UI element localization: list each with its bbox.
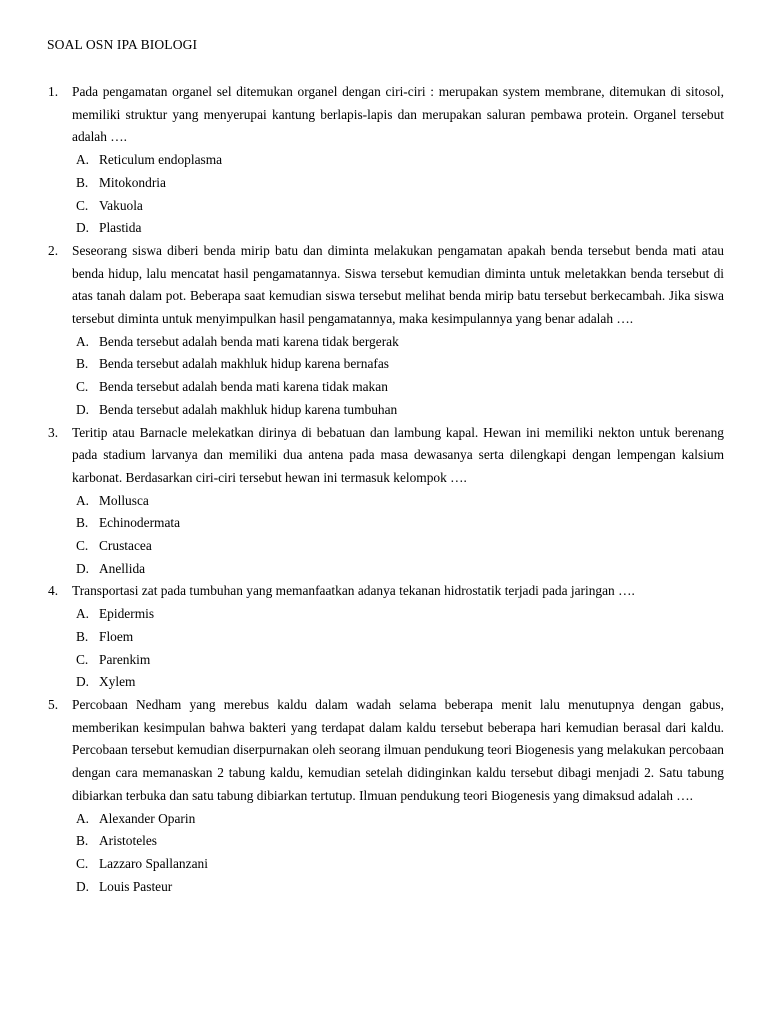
option-a bbox=[72, 331, 724, 354]
option-text: Benda tersebut adalah benda mati karena tidak makan bbox=[99, 379, 388, 395]
option-text: Alexander Oparin bbox=[99, 810, 196, 826]
option-a bbox=[72, 490, 724, 513]
option-c bbox=[72, 195, 724, 218]
question-text: Pada pengamatan organel sel ditemukan organel dengan ciri-ciri : merupakan system membrane, ditemukan di sitosol, memiliki struktur yang menyerupai kantung berlapis-lapis dan merupakan saluran pembawa protein. Organel tersebut adalah …. bbox=[72, 84, 724, 145]
question-text: Transportasi zat pada tumbuhan yang memanfaatkan adanya tekanan hidrostatik terjadi pada jaringan …. bbox=[72, 583, 635, 599]
option-letter: C. bbox=[76, 651, 89, 667]
option-letter: D. bbox=[76, 674, 90, 690]
option-letter: D. bbox=[76, 560, 90, 576]
question-text: Teritip atau Barnacle melekatkan dirinya di bebatuan dan lambung kapal. Hewan ini memiliki nekton untuk berenang pada stadium larvanya dan memiliki dua antena pada masa dewasanya serta dilengkapi dengan lempengan kalsium karbonat. Berdasarkan ciri-ciri tersebut hewan ini termasuk kelompok …. bbox=[72, 424, 724, 485]
document-title: SOAL OSN IPA BIOLOGI bbox=[47, 37, 198, 52]
option-letter: B. bbox=[76, 515, 89, 531]
option-letter: A. bbox=[76, 492, 90, 508]
question-text: Percobaan Nedham yang merebus kaldu dalam wadah selama beberapa menit lalu menutupnya dengan gabus, memberikan kesimpulan bahwa bakteri yang terdapat dalam kaldu tersebut beberapa hari kemudian berasal dari kaldu. Percobaan tersebut kemudian diserpurnakan oleh seorang ilmuan pendukung teori Biogenesis yang melakukan percobaan dengan cara memanaskan 2 tabung kaldu, kemudian setelah didinginkan kaldu tersebut dibagi menjadi 2. Satu tabung dibiarkan terbuka dan satu tabung dibiarkan tertutup. Ilmuan pendukung teori Biogenesis yang dimaksud adalah …. bbox=[72, 696, 724, 803]
option-letter: D. bbox=[76, 878, 90, 894]
question-1 bbox=[0, 81, 724, 240]
option-b bbox=[72, 626, 724, 649]
option-list bbox=[72, 149, 724, 240]
option-letter: A. bbox=[76, 333, 90, 349]
option-letter: B. bbox=[76, 356, 89, 372]
option-list bbox=[72, 808, 724, 899]
option-letter: C. bbox=[76, 855, 89, 871]
option-text: Benda tersebut adalah benda mati karena tidak bergerak bbox=[99, 333, 399, 349]
option-text: Benda tersebut adalah makhluk hidup karena tumbuhan bbox=[99, 401, 398, 417]
option-letter: C. bbox=[76, 197, 89, 213]
option-letter: D. bbox=[76, 401, 90, 417]
question-number: 3. bbox=[48, 424, 59, 440]
option-text: Mitokondria bbox=[99, 174, 166, 190]
option-letter: A. bbox=[76, 810, 90, 826]
option-letter: C. bbox=[76, 379, 89, 395]
question-text: Seseorang siswa diberi benda mirip batu dan diminta melakukan pengamatan apakah benda tersebut benda mati atau benda hidup, lalu mencatat hasil pengamatannya. Siswa tersebut kemudian diminta untuk meletakkan benda tersebut di atas tanah dalam pot. Beberapa saat kemudian siswa tersebut melihat benda mirip batu tersebut berkecambah. Jika siswa tersebut diminta untuk menyimpulkan hasil pengamatannya, maka kesimpulannya yang benar adalah …. bbox=[72, 242, 724, 327]
option-text: Benda tersebut adalah makhluk hidup karena bernafas bbox=[99, 356, 390, 372]
option-letter: A. bbox=[76, 606, 90, 622]
option-d bbox=[72, 399, 724, 422]
option-text: Mollusca bbox=[99, 492, 149, 508]
option-b bbox=[72, 830, 724, 853]
option-a bbox=[72, 603, 724, 626]
option-text: Anellida bbox=[99, 560, 146, 576]
question-4 bbox=[0, 580, 724, 694]
option-list bbox=[72, 490, 724, 581]
question-list bbox=[0, 81, 768, 898]
question-5 bbox=[0, 694, 724, 898]
question-number: 5. bbox=[48, 696, 59, 712]
option-text: Xylem bbox=[99, 674, 136, 690]
option-text: Echinodermata bbox=[99, 515, 181, 531]
option-d bbox=[72, 876, 724, 899]
option-letter: A. bbox=[76, 152, 90, 168]
option-text: Reticulum endoplasma bbox=[99, 152, 223, 168]
option-text: Parenkim bbox=[99, 651, 151, 667]
option-text: Floem bbox=[99, 628, 134, 644]
question-number: 2. bbox=[48, 242, 59, 258]
option-text: Louis Pasteur bbox=[99, 878, 173, 894]
option-c bbox=[72, 853, 724, 876]
option-text: Epidermis bbox=[99, 606, 155, 622]
option-d bbox=[72, 217, 724, 240]
question-2 bbox=[0, 240, 724, 422]
option-b bbox=[72, 172, 724, 195]
option-text: Lazzaro Spallanzani bbox=[99, 855, 208, 871]
option-b bbox=[72, 353, 724, 376]
option-d bbox=[72, 558, 724, 581]
option-c bbox=[72, 535, 724, 558]
question-3 bbox=[0, 422, 724, 581]
option-d bbox=[72, 671, 724, 694]
option-list bbox=[72, 603, 724, 694]
option-letter: B. bbox=[76, 628, 89, 644]
question-number: 1. bbox=[48, 84, 59, 99]
option-list bbox=[72, 331, 724, 422]
option-text: Aristoteles bbox=[99, 833, 158, 849]
option-text: Plastida bbox=[99, 220, 142, 236]
option-c bbox=[72, 649, 724, 672]
option-letter: B. bbox=[76, 174, 89, 190]
option-letter: C. bbox=[76, 538, 89, 554]
option-text: Crustacea bbox=[99, 538, 152, 554]
option-a bbox=[72, 808, 724, 831]
question-number: 4. bbox=[48, 583, 59, 599]
option-b bbox=[72, 512, 724, 535]
option-letter: D. bbox=[76, 220, 90, 236]
option-a bbox=[72, 149, 724, 172]
option-c bbox=[72, 376, 724, 399]
option-letter: B. bbox=[76, 833, 89, 849]
option-text: Vakuola bbox=[99, 197, 143, 213]
